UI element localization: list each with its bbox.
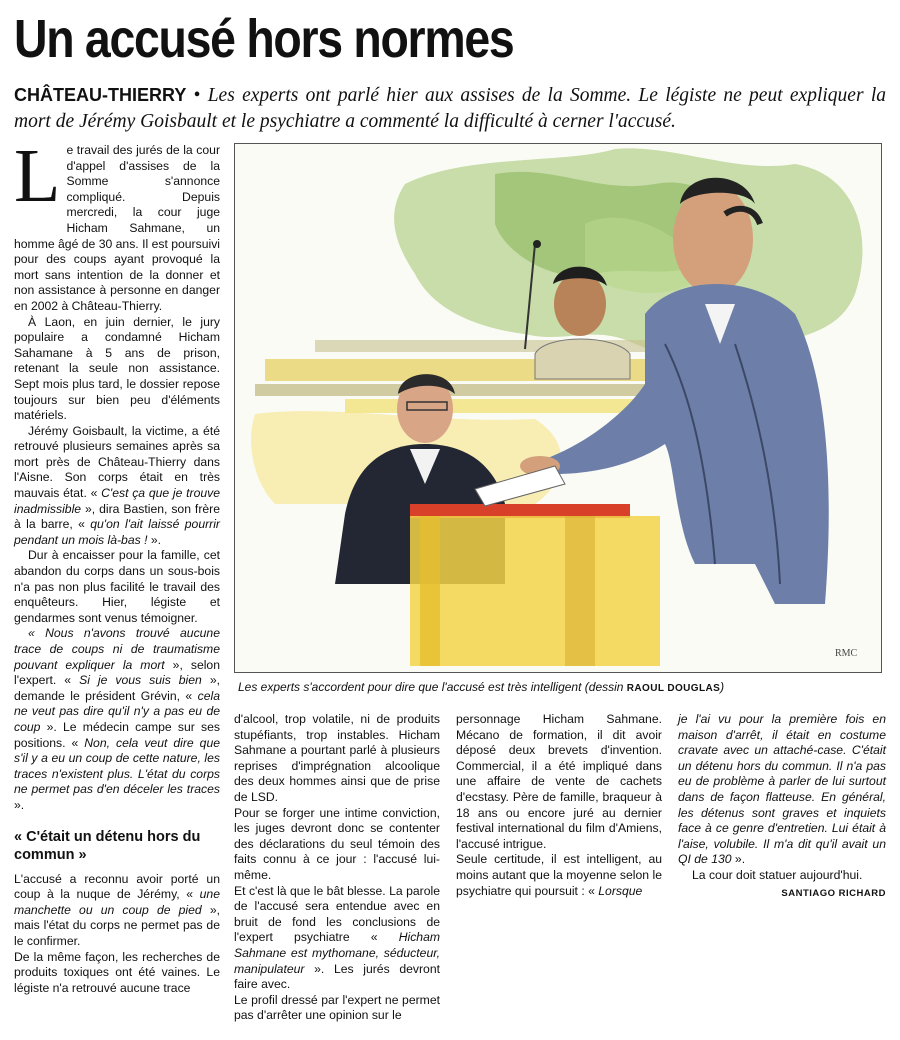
dateline-separator: • <box>186 85 208 106</box>
article-column-4 <box>678 712 886 901</box>
lede <box>14 82 886 135</box>
paragraph: Et c'est là que le bât blesse. La parole de l'accusé sera entendue avec en bruit de fond les conclusions de l'expert psychiatre « Hicham Sahmane est mythomane, séducteur, manipulateur ». Les jurés devront faire avec. <box>234 883 440 992</box>
paragraph: Seule certitude, il est intelligent, au moins autant que la moyenne selon le psychiatre qui poursuit : « Lorsque <box>456 852 662 898</box>
dateline: CHÂTEAU-THIERRY <box>14 85 187 105</box>
illustration-credit: RAOUL DOUGLAS <box>626 683 721 694</box>
paragraph: Dur à encaisser pour la famille, cet abandon du corps dans un sous-bois n'a pas non plus facilité le travail des enquêteurs. Hier, légiste et gendarmes sont venus témoigner. <box>14 548 220 625</box>
deck: Les experts ont parlé hier aux assises de la Somme. Le légiste ne peut expliquer la mort de Jérémy Goisbault et le psychiatre a commenté la difficulté à cerner l'accusé. <box>14 85 886 132</box>
paragraph: À Laon, en juin dernier, le jury populaire a condamné Hicham Sahamane à 5 ans de prison, retenant la seule non assistance. Sept mois plus tard, le dossier repose toujours sur bien peu d'éléments matériels. <box>14 314 220 423</box>
paragraph: Pour se forger une intime conviction, les juges devront donc se contenter des déclarations du seul témoin des faits connu à ce jour : l'accusé lui-même. <box>234 805 440 882</box>
article-column-3 <box>456 712 662 899</box>
article-column-1 <box>14 134 220 996</box>
byline: SANTIAGO RICHARD <box>781 887 886 899</box>
paragraph: De la même façon, les recherches de produits toxiques ont été vaines. Le légiste n'a retrouvé aucune trace <box>14 949 220 995</box>
paragraph: personnage Hicham Sahmane. Mécano de formation, il dit avoir déposé deux brevets d'invention. Commercial, il a été impliqué dans une affaire de vente de cachets d'ecstasy. Père de famille, braqueur à 18 ans ou encore juré au dernier festival international du film d'Amiens, l'accusé intrigue. <box>456 712 662 851</box>
paragraph: « Nous n'avons trouvé aucune trace de coups ni de traumatisme pouvant expliquer la mort », selon l'expert. « Si je vous suis bien », demande le président Grévin, « cela ne veut pas dire qu'il n'y a pas eu de coup ». Le médecin campe sur ses positions. « Non, cela veut dire que s'il y a eu un coup de cette nature, les traces n'existent plus. L'état du corps ne permet pas d'en déceler les traces ». <box>14 626 220 812</box>
article-column-2 <box>234 712 440 1024</box>
artist-signature: RMC <box>835 648 858 659</box>
paragraph: e travail des jurés de la cour d'appel d'assises de la Somme s'annonce compliqué. Depuis mercredi, la cour juge Hicham Sahmane, un homme âgé de 30 ans. Il est poursuivi pour des coups ayant provoqué la mort sans intention de la donner et non assistance à personne en danger en 2002 à Château-Thierry. <box>14 143 220 313</box>
courtroom-illustration <box>234 143 882 673</box>
paragraph: d'alcool, trop volatile, ni de produits stupéfiants, trop instables. Hicham Sahmane a pourtant parlé à plusieurs reprises d'imprégnation alcoolique des deux hommes ainsi que de prise de LSD. <box>234 712 440 804</box>
paragraph: Le profil dressé par l'expert ne permet pas d'arrêter une opinion sur le <box>234 992 440 1023</box>
headline: Un accusé hors normes <box>14 9 514 69</box>
subheading: « C'était un détenu hors du commun » <box>14 828 201 863</box>
courtroom-drawing <box>235 144 882 673</box>
paragraph: La cour doit statuer aujourd'hui. <box>692 867 863 882</box>
paragraph: je l'ai vu pour la première fois en maison d'arrêt, il était en costume cravate avec un attaché-case. C'était un détenu hors du commun. Il n'a pas eu de problème à parler de lui surtout dans de façon flatteuse. En général, les détenus sont graves et inquiets face à ce genre d'entretien. Lui était à l'aise, volubile. Il m'a dit qu'il avait un QI de 130 ». <box>678 712 886 867</box>
paragraph: Jérémy Goisbault, la victime, a été retrouvé plusieurs semaines après sa mort près de Château-Thierry dans l'Aisne. Son corps était en très mauvais état. « C'est ça que je trouve inadmissible », dira Bastien, son frère à la barre, « qu'on l'ait laissé pourrir pendant un mois là-bas ! ». <box>14 423 220 547</box>
paragraph: L'accusé a reconnu avoir porté un coup à la nuque de Jérémy, « une manchette ou un coup de pied », mais l'état du corps ne permet pas de le confirmer. <box>14 871 220 948</box>
illustration-caption: Les experts s'accordent pour dire que l'accusé est très intelligent (dessin RAOUL DOUGLAS) <box>238 680 725 694</box>
drop-cap: L <box>14 134 61 218</box>
